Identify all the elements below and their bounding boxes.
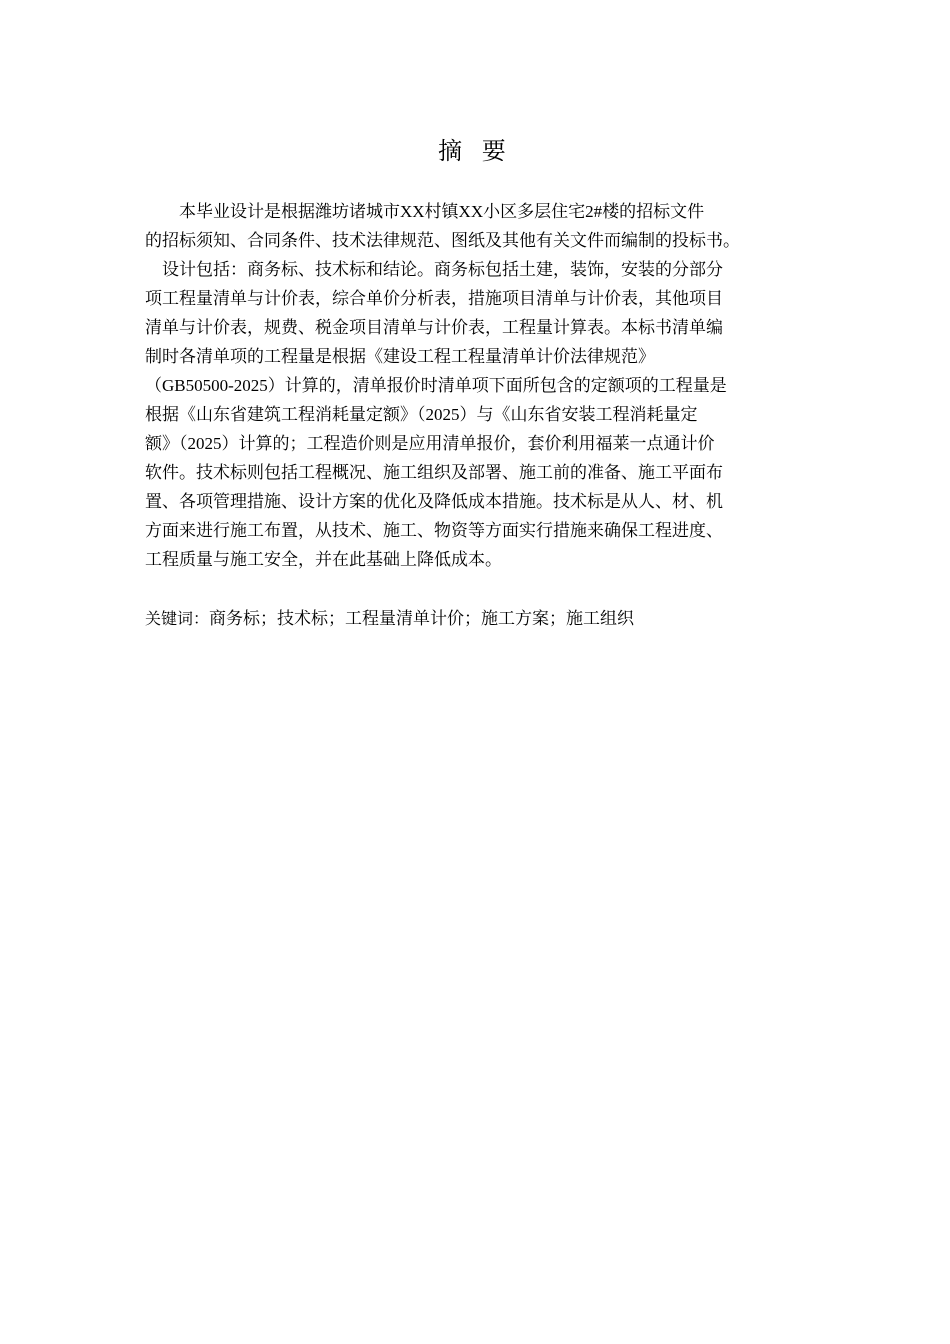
abstract-line: 额》（2025）计算的；工程造价则是应用清单报价，套价利用福莱一点通计价 — [145, 434, 715, 453]
abstract-line: 的招标须知、合同条件、技术法律规范、图纸及其他有关文件而编制的投标书。 — [145, 231, 740, 250]
abstract-line: 项工程量清单与计价表，综合单价分析表，措施项目清单与计价表，其他项目 — [145, 289, 723, 308]
keywords-text: 商务标；技术标；工程量清单计价；施工方案；施工组织 — [209, 609, 635, 628]
abstract-line: 制时各清单项的工程量是根据《建设工程工程量清单计价法律规范》 — [145, 347, 655, 366]
keywords-label: 关键词： — [145, 609, 210, 628]
abstract-line: 本毕业设计是根据潍坊诸城市XX村镇XX小区多层住宅2#楼的招标文件 — [145, 202, 705, 221]
abstract-line: （GB50500-2025）计算的，清单报价时清单项下面所包含的定额项的工程量是 — [145, 376, 727, 395]
page-title: 摘 要 — [438, 137, 512, 165]
keywords-line — [145, 604, 815, 633]
abstract-line: 工程质量与施工安全，并在此基础上降低成本。 — [145, 550, 502, 569]
abstract-line: 根据《山东省建筑工程消耗量定额》（2025）与《山东省安装工程消耗量定 — [145, 405, 698, 424]
abstract-line: 方面来进行施工布置，从技术、施工、物资等方面实行措施来确保工程进度、 — [145, 521, 723, 540]
abstract-line: 置、各项管理措施、设计方案的优化及降低成本措施。技术标是从人、材、机 — [145, 492, 723, 511]
abstract-line: 设计包括：商务标、技术标和结论。商务标包括土建，装饰，安装的分部分 — [145, 260, 723, 279]
abstract-line: 软件。技术标则包括工程概况、施工组织及部署、施工前的准备、施工平面布 — [145, 463, 723, 482]
abstract-body — [145, 197, 815, 574]
abstract-line: 清单与计价表，规费、税金项目清单与计价表，工程量计算表。本标书清单编 — [145, 318, 723, 337]
